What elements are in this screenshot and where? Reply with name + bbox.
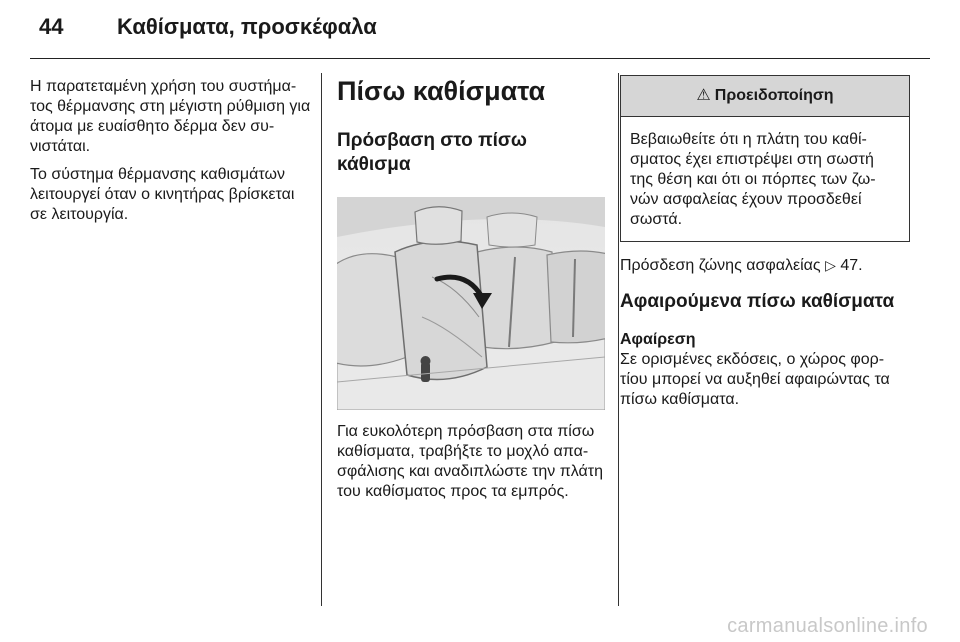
paragraph-heating-operation: Το σύστημα θέρμανσης καθισμάτων λειτουργεί όταν ο κινητήρας βρίσκεται σε λειτουργία. [30, 166, 295, 223]
warning-text: Βεβαιωθείτε ότι η πλάτη του καθί-σματος έχει επιστρέψει στη σωστή της θέση και ότι οι πόρπες των ζω-νών ασφαλείας έχουν προσδεθεί σωστά. [630, 131, 876, 228]
rear-seat-illustration [337, 197, 605, 410]
warning-header [621, 76, 909, 117]
warning-title: Προειδοποίηση [714, 87, 834, 104]
section-title: Πίσω καθίσματα [337, 76, 546, 106]
paragraph-heating-warning: Η παρατεταμένη χρήση του συστήμα-τος θέρμανσης στη μέγιστη ρύθμιση για άτομα με ευαίσθητο δέρμα δεν συ-νιστάται. [30, 78, 311, 155]
subsection-rear-access: Πρόσβαση στο πίσω κάθισμα [337, 130, 527, 175]
watermark: carmanualsonline.info [727, 615, 928, 637]
reference-text: Πρόσδεση ζώνης ασφαλείας [620, 257, 821, 274]
column-divider-right [618, 73, 619, 606]
warning-triangle-icon: ⚠ [696, 87, 711, 104]
warning-box [620, 75, 910, 242]
column-1 [30, 77, 315, 225]
subsection-removable-seats: Αφαιρούμενα πίσω καθίσματα [620, 291, 895, 312]
illustration-caption: Για ευκολότερη πρόσβαση στα πίσω καθίσματα, τραβήξτε το μοχλό απα-σφάλισης και αναδιπλώστε την πλάτη του καθίσματος προς τα εμπρός. [337, 423, 603, 500]
header-rule [30, 58, 930, 59]
page-number: 44 [39, 14, 64, 39]
column-3 [620, 75, 910, 410]
seatbelt-reference [620, 255, 910, 276]
heading-removal: Αφαίρεση [620, 331, 696, 348]
removal-text: Σε ορισμένες εκδόσεις, ο χώρος φορ-τίου μπορεί να αυξηθεί αφαιρώντας τα πίσω καθίσματα. [620, 351, 890, 408]
reference-arrow-icon: ▷ [825, 257, 836, 273]
column-2 [337, 75, 605, 502]
reference-page: 47. [840, 257, 863, 274]
page-heading: Καθίσματα, προσκέφαλα [117, 14, 377, 39]
column-divider-left [321, 73, 322, 606]
